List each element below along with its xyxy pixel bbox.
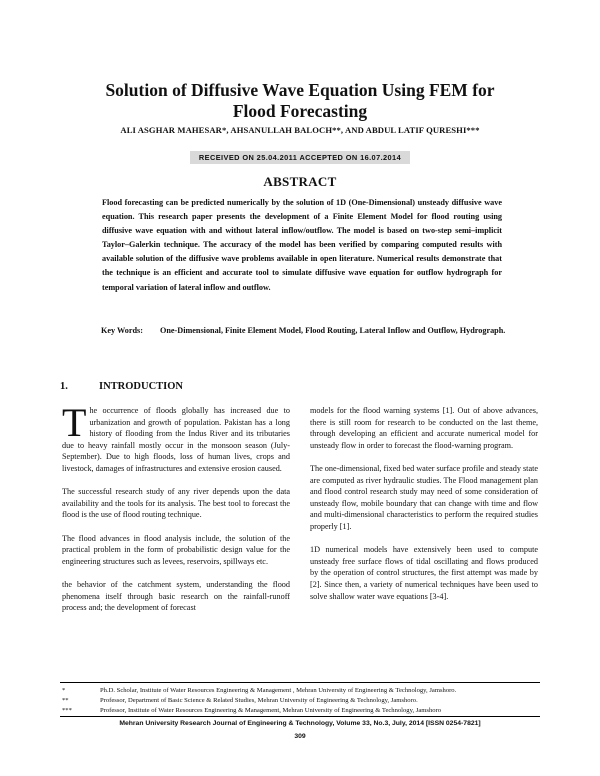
title-line-1: Solution of Diffusive Wave Equation Using FEM for: [105, 80, 495, 100]
paper-title: [60, 80, 540, 122]
footnote-3: [62, 706, 542, 716]
section-heading: [60, 381, 183, 392]
body-paragraph: 1D numerical models have extensively been used to compute unsteady free surface flows of tidal oscillating and flows produced by the operation of control structures, the first attempt was made by [2]. Since then, a variety of numerical techniques have been used to solve shallow water wave equations [3-4].: [310, 545, 538, 601]
keywords-label: Key Words:: [101, 326, 143, 335]
footnote-mark: ***: [62, 707, 72, 714]
section-title: INTRODUCTION: [99, 381, 184, 392]
keywords-text: One-Dimensional, Finite Element Model, Flood Routing, Lateral Inflow and Outflow, Hydrograph.: [160, 326, 506, 335]
footnote-text: Professor, Department of Basic Science & Related Studies, Mehran University of Engineering & Technology, Jamshoro.: [100, 697, 418, 704]
body-paragraph: The flood advances in flood analysis include, the solution of the practical problem in the form of probabilistic design value for the engineering structures such as levees, reservoirs, spillways etc.: [62, 533, 290, 566]
footnote-2: [62, 696, 542, 706]
footnote-mark: **: [62, 697, 69, 704]
body-paragraph: models for the flood warning systems [1]. Out of above advances, there is still room for research to be conducted on the last theme, through developing an efficient and accurate numerical model for unsteady flow in order to forecast the flood-warning program.: [310, 406, 538, 450]
paragraph-text: he occurrence of floods globally has increased due to urbanization and growth of population. Pakistan has a long history of flooding from the Indus River and its tributaries due to heavy rainfall mostly occur in the monsoon season (July-September). Due to high floods, loss of human lives, crops and livestock, damages of infrastructures and extensive erosion caused.: [62, 406, 290, 473]
abstract-text: Flood forecasting can be predicted numerically by the solution of 1D (One-Dimensional) unsteady diffusive wave equation. This research paper presents the development of a Finite Element Model for flood routing using diffusive wave equation with and without lateral inflow/outflow. The model is based on two-step semi–implicit Taylor–Galerkin technique. The accuracy of the model has been verified by comparing computed results with available solution of the diffusive wave problems available in open literature. Numerical results demonstrate that the technique is an efficient and accurate tool to simulate diffusive wave equation for outflow hydrograph for temporal variation of lateral inflow and outflow.: [102, 198, 502, 292]
body-paragraph: [62, 400, 290, 475]
footnote-text: Professor, Institute of Water Resources Engineering & Management, Mehran University of Engineering & Technology, Jamshoro: [100, 707, 442, 714]
received-date-banner: RECEIVED ON 25.04.2011 ACCEPTED ON 16.07.2014: [190, 151, 410, 164]
body-column-right: [310, 405, 538, 614]
footnote-divider: [60, 682, 540, 683]
page-number: 309: [294, 733, 306, 740]
body-paragraph: The successful research study of any river depends upon the data availability and the tools for its analysis. The best tool to forecast the flood is the use of flood routing technique.: [62, 487, 290, 520]
author-list: ALI ASGHAR MAHESAR*, AHSANULLAH BALOCH**, AND ABDUL LATIF QURESHI***: [120, 125, 480, 135]
abstract-heading: ABSTRACT: [263, 174, 337, 189]
drop-cap: T: [62, 400, 87, 445]
body-paragraph: The one-dimensional, fixed bed water surface profile and steady state are computed as river hydraulic studies. The Flood management plan and flood control research study may need of some consideration of unsteady flow, mobile boundary that can change with time and flow and multi-dimensional characteristics to perform the required studies properly [1].: [310, 463, 538, 531]
footnote-text: Ph.D. Scholar, Institute of Water Resources Engineering & Management , Mehran University of Engineering & Technology, Jamshoro.: [100, 687, 457, 694]
body-paragraph: the behavior of the catchment system, understanding the flood phenomena itself through basic research on the rainfall-runoff process and; the development of forecast: [62, 579, 290, 613]
title-line-2: Flood Forecasting: [232, 101, 368, 121]
journal-footer: Mehran University Research Journal of Engineering & Technology, Volume 33, No.3, July, 2014 [ISSN 0254-7821]: [119, 720, 481, 727]
section-number: 1.: [60, 381, 68, 392]
footer-divider: [60, 716, 540, 717]
footnote-1: [62, 686, 542, 696]
footnote-mark: *: [62, 687, 66, 694]
body-column-left: [62, 400, 290, 625]
